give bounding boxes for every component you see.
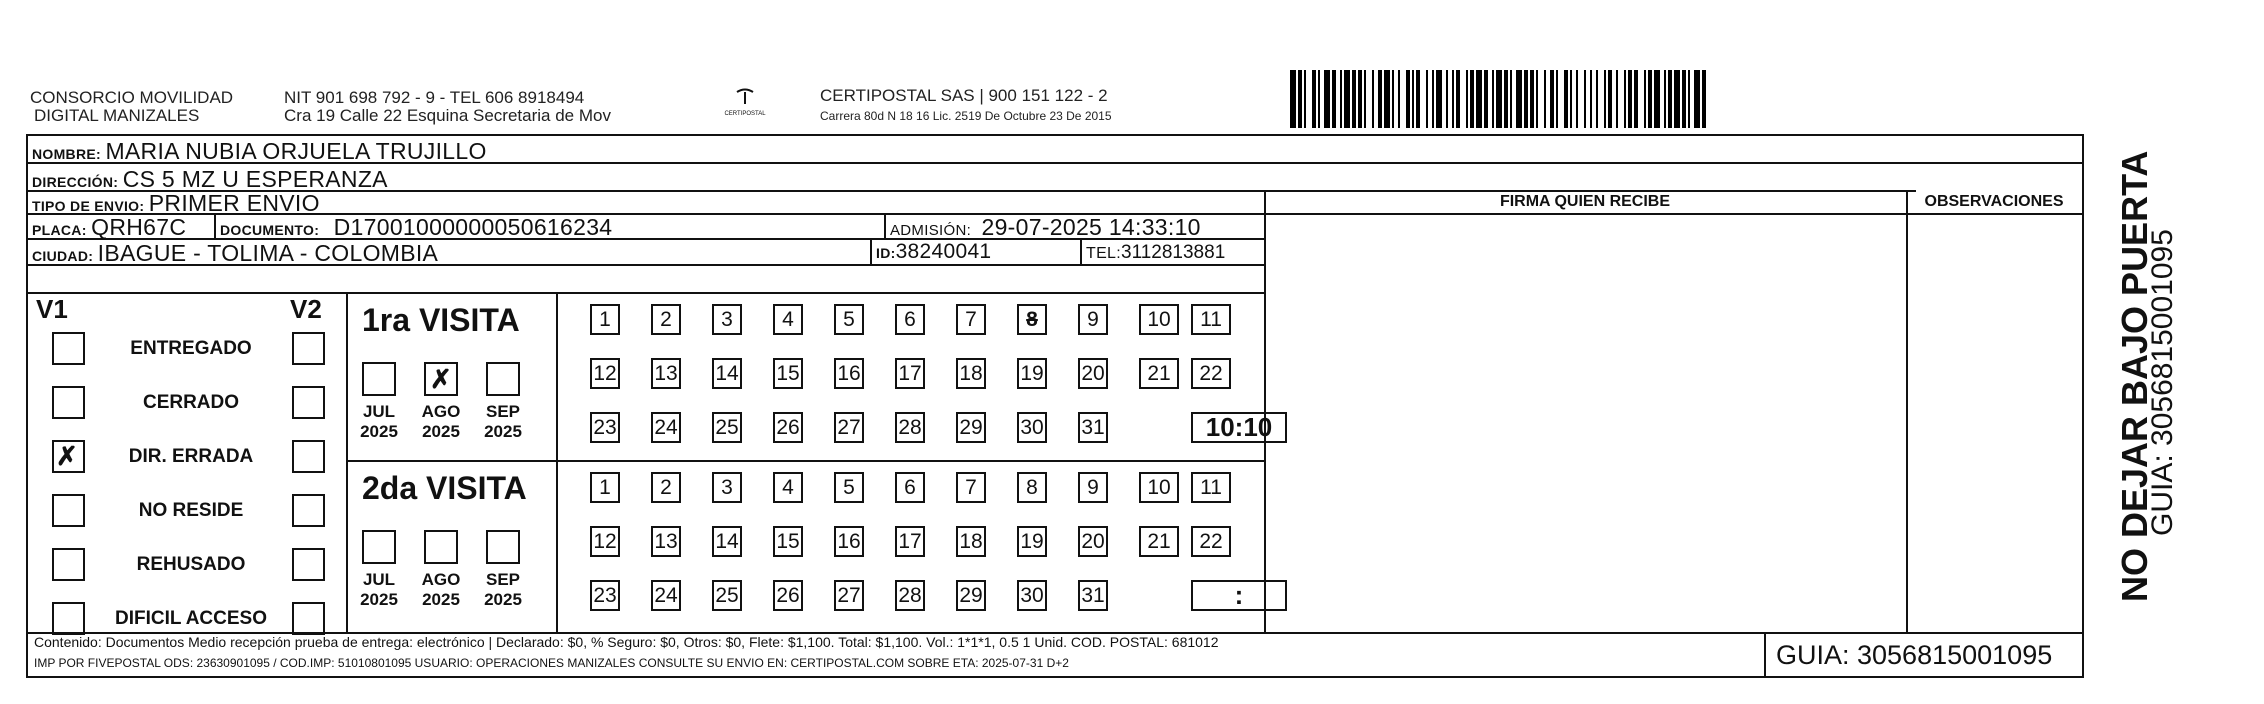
tipo-envio-row: [32, 190, 320, 217]
first-visit-day-5[interactable]: 5: [834, 304, 864, 335]
firma-header: FIRMA QUIEN RECIBE: [1499, 193, 1671, 210]
second-visit-month-ago[interactable]: [424, 530, 458, 564]
status-label: NO RESIDE: [138, 500, 244, 521]
status-label: CERRADO: [142, 392, 240, 413]
placa-label: PLACA:: [32, 222, 87, 238]
certipostal-logo-text: CERTIPOSTAL: [724, 111, 766, 117]
status-label: DIFICIL ACCESO: [114, 608, 267, 629]
documento-label: DOCUMENTO:: [220, 222, 320, 238]
v2-checkbox[interactable]: [292, 440, 325, 473]
second-visit-day-9[interactable]: 9: [1078, 472, 1108, 503]
second-visit-month-sep[interactable]: [486, 530, 520, 564]
tel-label: TEL:: [1086, 245, 1121, 262]
first-visit-day-31[interactable]: 31: [1078, 412, 1108, 443]
second-visit-month-jul[interactable]: [362, 530, 396, 564]
status-label: REHUSADO: [136, 554, 246, 575]
second-visit-day-22[interactable]: 22: [1191, 526, 1231, 557]
second-visit-day-1[interactable]: 1: [590, 472, 620, 503]
tipo-envio-label: TIPO DE ENVIO:: [32, 198, 145, 214]
second-visit-day-4[interactable]: 4: [773, 472, 803, 503]
documento-value: D17001000000050616234: [333, 214, 613, 240]
barcode-bar: [1702, 70, 1706, 128]
divider: [1080, 238, 1082, 264]
first-visit-day-15[interactable]: 15: [773, 358, 803, 389]
direccion-label: DIRECCIÓN:: [32, 174, 119, 190]
direccion-row: [32, 166, 388, 193]
id-value: 38240041: [895, 240, 992, 263]
company-nit: NIT 901 698 792 - 9 - TEL 606 8918494: [284, 88, 585, 107]
second-visit-day-17[interactable]: 17: [895, 526, 925, 557]
divider: [870, 238, 872, 264]
second-visit-day-24[interactable]: 24: [651, 580, 681, 611]
first-visit-day-22[interactable]: 22: [1191, 358, 1231, 389]
first-visit-day-27[interactable]: 27: [834, 412, 864, 443]
second-visit-day-6[interactable]: 6: [895, 472, 925, 503]
v1-checkbox[interactable]: [52, 602, 85, 635]
year-label: 2025: [360, 422, 398, 441]
year-label: 2025: [422, 422, 460, 441]
admision-value: 29-07-2025 14:33:10: [981, 214, 1201, 240]
second-visit-day-13[interactable]: 13: [651, 526, 681, 557]
second-visit-day-25[interactable]: 25: [712, 580, 742, 611]
v2-checkbox[interactable]: [292, 332, 325, 365]
first-visit-month-sep[interactable]: [486, 362, 520, 396]
second-visit-day-19[interactable]: 19: [1017, 526, 1047, 557]
year-label: 2025: [484, 590, 522, 609]
second-visit-day-3[interactable]: 3: [712, 472, 742, 503]
month-label: SEP: [485, 402, 521, 421]
year-label: 2025: [360, 590, 398, 609]
divider: [214, 214, 216, 238]
first-visit-day-29[interactable]: 29: [956, 412, 986, 443]
first-visit-day-20[interactable]: 20: [1078, 358, 1108, 389]
month-caption: [480, 402, 526, 442]
second-visit-day-2[interactable]: 2: [651, 472, 681, 503]
year-label: 2025: [484, 422, 522, 441]
month-label: SEP: [485, 570, 521, 589]
company-name-line2: DIGITAL MANIZALES: [34, 106, 200, 125]
first-visit-time[interactable]: 10:10: [1191, 412, 1287, 443]
month-label: JUL: [362, 570, 396, 589]
second-visit-day-23[interactable]: 23: [590, 580, 620, 611]
second-visit-day-12[interactable]: 12: [590, 526, 620, 557]
id-label: ID:: [876, 245, 896, 261]
second-visit-day-8[interactable]: 8: [1017, 472, 1047, 503]
second-visit-day-30[interactable]: 30: [1017, 580, 1047, 611]
divider: [884, 214, 886, 238]
second-visit-day-14[interactable]: 14: [712, 526, 742, 557]
first-visit-day-10[interactable]: 10: [1139, 304, 1179, 335]
v1-checkbox[interactable]: [52, 332, 85, 365]
first-visit-day-21[interactable]: 21: [1139, 358, 1179, 389]
month-label: JUL: [362, 402, 396, 421]
certipostal-logo-icon: [733, 88, 757, 106]
first-visit-day-2[interactable]: 2: [651, 304, 681, 335]
second-visit-day-28[interactable]: 28: [895, 580, 925, 611]
footer-impresion: IMP POR FIVEPOSTAL ODS: 23630901095 / COD.IMP: 51010801095 USUARIO: OPERACIONES MANIZALES CONSULTE SU ENVIO EN: CERTIPOSTAL.COM SOBRE ETA: 2025-07-31 D+2: [34, 656, 1069, 670]
ciudad-row: [32, 240, 438, 267]
divider: [346, 292, 348, 632]
first-visit-day-16[interactable]: 16: [834, 358, 864, 389]
check-mark-icon: ✗: [430, 364, 452, 394]
certipostal-line1: CERTIPOSTAL SAS | 900 151 122 - 2: [820, 86, 1108, 105]
first-visit-day-11[interactable]: 11: [1191, 304, 1231, 335]
tipo-envio-value: PRIMER ENVIO: [148, 190, 320, 216]
second-visit-day-27[interactable]: 27: [834, 580, 864, 611]
tel-cell: [1086, 242, 1225, 264]
nombre-value: MARIA NUBIA ORJUELA TRUJILLO: [105, 138, 487, 164]
first-visit-day-24[interactable]: 24: [651, 412, 681, 443]
first-visit-day-8[interactable]: 8: [1017, 304, 1047, 335]
tel-value: 3112813881: [1121, 242, 1226, 263]
first-visit-month-ago[interactable]: [424, 362, 458, 396]
nombre-label: NOMBRE:: [32, 146, 101, 162]
first-visit-day-19[interactable]: 19: [1017, 358, 1047, 389]
first-visit-day-13[interactable]: 13: [651, 358, 681, 389]
year-label: 2025: [422, 590, 460, 609]
second-visit-title: 2da VISITA: [362, 470, 527, 506]
second-visit-day-31[interactable]: 31: [1078, 580, 1108, 611]
documento-cell: [220, 214, 612, 241]
second-visit-day-21[interactable]: 21: [1139, 526, 1179, 557]
month-caption: [356, 402, 402, 442]
first-visit-day-14[interactable]: 14: [712, 358, 742, 389]
barcode: [1290, 70, 1930, 128]
v1-checkbox[interactable]: [52, 440, 85, 473]
v2-checkbox[interactable]: [292, 548, 325, 581]
divider: [556, 292, 558, 632]
v1-checkbox[interactable]: [52, 494, 85, 527]
v2-checkbox[interactable]: [292, 386, 325, 419]
v1-checkbox[interactable]: [52, 548, 85, 581]
first-visit-day-17[interactable]: 17: [895, 358, 925, 389]
v2-checkbox[interactable]: [292, 494, 325, 527]
admision-label: ADMISIÓN:: [890, 222, 972, 239]
admision-cell: [890, 214, 1201, 241]
month-caption: [418, 402, 464, 442]
second-visit-day-20[interactable]: 20: [1078, 526, 1108, 557]
first-visit-day-12[interactable]: 12: [590, 358, 620, 389]
nombre-row: [32, 138, 487, 165]
month-caption: [480, 570, 526, 610]
first-visit-day-1[interactable]: 1: [590, 304, 620, 335]
footer-content: Contenido: Documentos Medio recepción prueba de entrega: electrónico | Declarado: $0, % Seguro: $0, Otros: $0, Flete: $1,100. Total: $1,100. Vol.: 1*1*1, 0.5 1 Unid. COD. POSTAL: 681012: [34, 634, 1219, 650]
month-caption: [418, 570, 464, 610]
observaciones-header: OBSERVACIONES: [1924, 193, 2064, 210]
second-visit-day-5[interactable]: 5: [834, 472, 864, 503]
no-dejar-bajo-puerta: NO DEJAR BAJO PUERTA: [2114, 150, 2155, 602]
check-mark-icon: ✗: [56, 441, 78, 471]
certipostal-logo: [720, 88, 770, 117]
second-visit-day-11[interactable]: 11: [1191, 472, 1231, 503]
certipostal-line2: Carrera 80d N 18 16 Lic. 2519 De Octubre 23 De 2015: [820, 109, 1112, 123]
first-visit-day-26[interactable]: 26: [773, 412, 803, 443]
first-visit-day-6[interactable]: 6: [895, 304, 925, 335]
first-visit-day-7[interactable]: 7: [956, 304, 986, 335]
ciudad-value: IBAGUE - TOLIMA - COLOMBIA: [97, 240, 439, 266]
first-visit-day-25[interactable]: 25: [712, 412, 742, 443]
first-visit-day-4[interactable]: 4: [773, 304, 803, 335]
v1-checkbox[interactable]: [52, 386, 85, 419]
first-visit-day-30[interactable]: 30: [1017, 412, 1047, 443]
second-visit-day-7[interactable]: 7: [956, 472, 986, 503]
second-visit-day-10[interactable]: 10: [1139, 472, 1179, 503]
placa-row: [32, 214, 186, 241]
month-caption: [356, 570, 402, 610]
divider: [1764, 632, 1766, 678]
second-visit-day-26[interactable]: 26: [773, 580, 803, 611]
first-visit-month-jul[interactable]: [362, 362, 396, 396]
v2-checkbox[interactable]: [292, 602, 325, 635]
direccion-value: CS 5 MZ U ESPERANZA: [122, 166, 388, 192]
side-guia: GUIA: 3056815001095: [2146, 229, 2179, 536]
first-visit-day-18[interactable]: 18: [956, 358, 986, 389]
divider: [28, 292, 1264, 294]
company-name-line1: CONSORCIO MOVILIDAD: [30, 88, 234, 107]
v1-label: V1: [36, 294, 68, 324]
first-visit-day-28[interactable]: 28: [895, 412, 925, 443]
placa-value: QRH67C: [91, 214, 187, 240]
month-label: AGO: [421, 402, 461, 421]
ciudad-label: CIUDAD:: [32, 248, 94, 264]
second-visit-day-18[interactable]: 18: [956, 526, 986, 557]
firma-area[interactable]: [1266, 213, 1906, 632]
company-address: Cra 19 Calle 22 Esquina Secretaria de Mov: [284, 106, 611, 125]
first-visit-title: 1ra VISITA: [362, 302, 520, 338]
v2-label: V2: [290, 294, 322, 324]
observaciones-area[interactable]: [1908, 213, 2082, 632]
first-visit-day-3[interactable]: 3: [712, 304, 742, 335]
first-visit-day-23[interactable]: 23: [590, 412, 620, 443]
second-visit-day-16[interactable]: 16: [834, 526, 864, 557]
second-visit-time[interactable]: :: [1191, 580, 1287, 611]
divider: [346, 460, 1264, 462]
month-label: AGO: [421, 570, 461, 589]
status-label: ENTREGADO: [130, 338, 252, 359]
footer-guia: GUIA: 3056815001095: [1776, 640, 2053, 670]
second-visit-day-15[interactable]: 15: [773, 526, 803, 557]
id-cell: [876, 240, 991, 264]
status-label: DIR. ERRADA: [128, 446, 254, 467]
first-visit-day-9[interactable]: 9: [1078, 304, 1108, 335]
second-visit-day-29[interactable]: 29: [956, 580, 986, 611]
